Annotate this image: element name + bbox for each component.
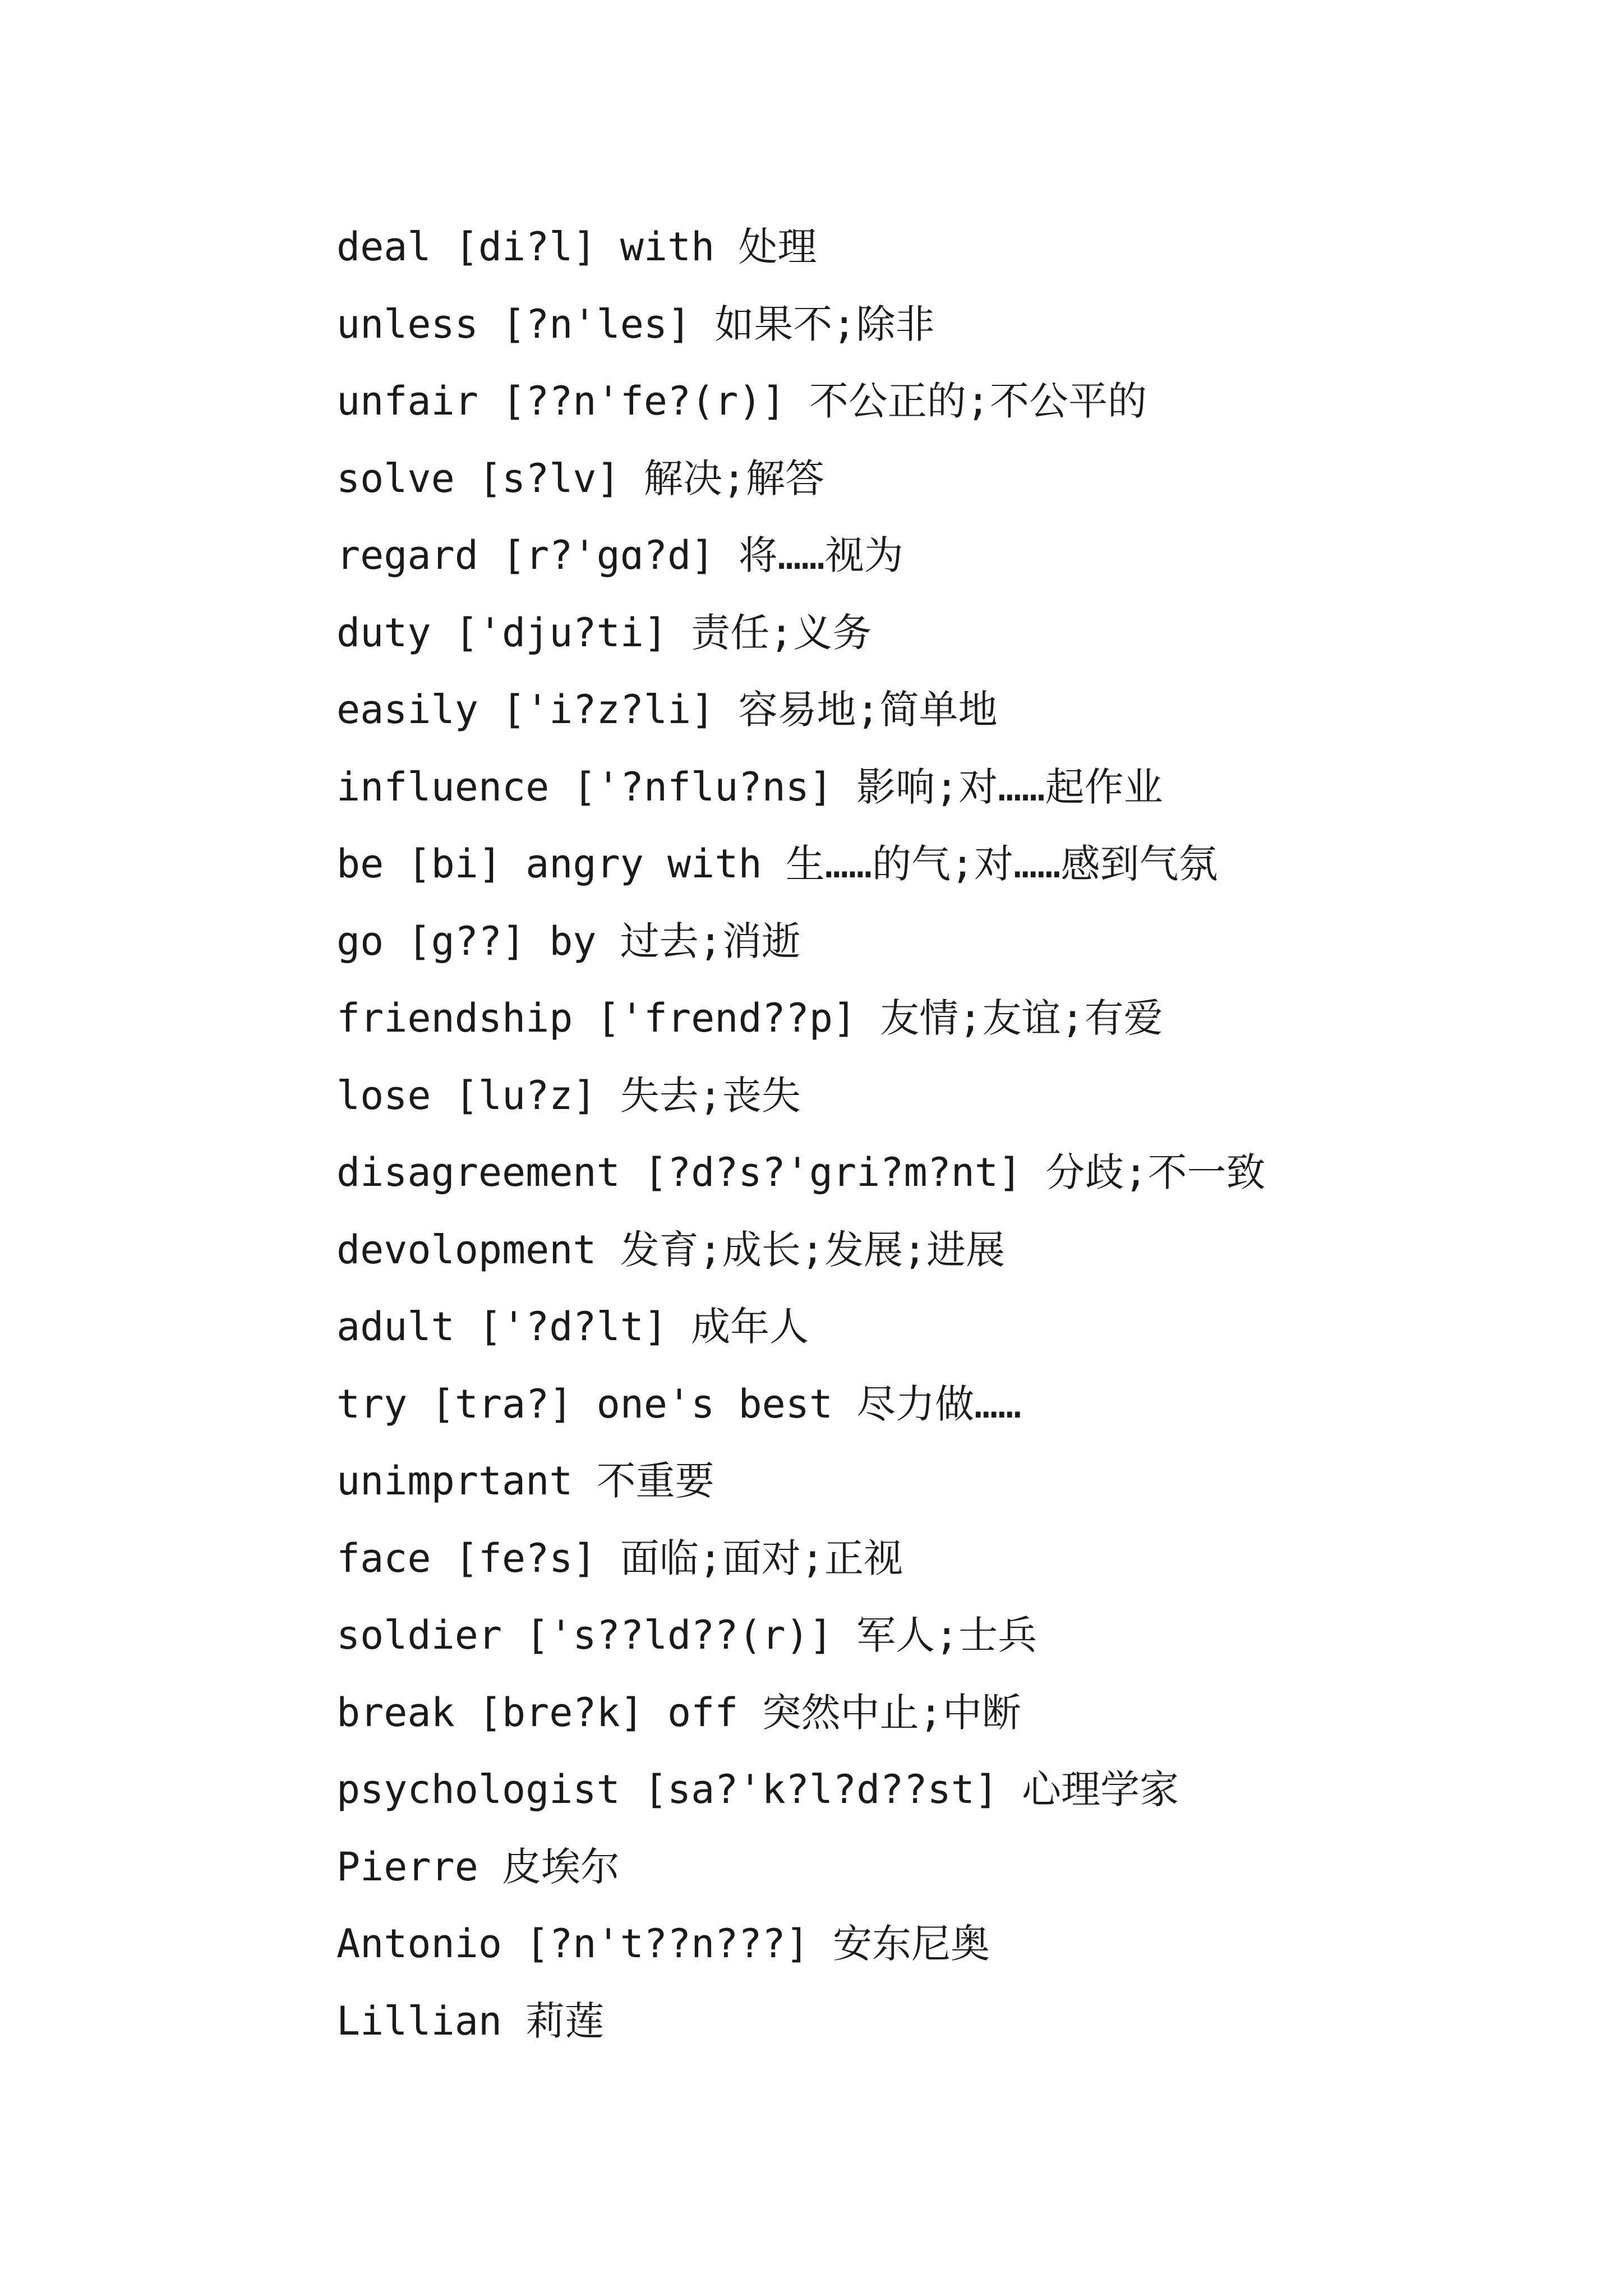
vocab-entry: solve [s?lv] 解决;解答 [336, 455, 825, 501]
vocab-entry: Antonio [?n't??n???] 安东尼奥 [336, 1921, 990, 1967]
vocab-entry: lose [lu?z] 失去;丧失 [336, 1072, 801, 1119]
vocab-entry: soldier ['s??ld??(r)] 军人;士兵 [336, 1612, 1038, 1658]
vocab-entry: friendship ['frend??p] 友情;友谊;有爱 [336, 995, 1163, 1041]
vocab-entry: duty ['dju?ti] 责任;义务 [336, 609, 872, 656]
vocab-entry: regard [r?'gɑ?d] 将……视为 [336, 532, 903, 578]
vocab-entry: unless [?n'les] 如果不;除非 [336, 301, 935, 347]
vocab-entry: Lillian 莉莲 [336, 1998, 605, 2044]
vocab-entry: influence ['?nflu?ns] 影响;对……起作业 [336, 763, 1163, 810]
vocab-entry: break [bre?k] off 突然中止;中断 [336, 1689, 1021, 1736]
vocab-entry: Pierre 皮埃尔 [336, 1843, 620, 1890]
vocab-entry: face [fe?s] 面临;面对;正视 [336, 1535, 903, 1581]
vocab-entry: adult ['?d?lt] 成年人 [336, 1304, 809, 1350]
vocabulary-list [336, 209, 1514, 2060]
vocab-entry: deal [di?l] with 处理 [336, 224, 817, 270]
vocab-entry: easily ['i?z?li] 容易地;简单地 [336, 687, 998, 733]
vocab-entry: disagreement [?d?s?'gri?m?nt] 分歧;不一致 [336, 1149, 1266, 1195]
vocab-entry: be [bi] angry with 生……的气;对……感到气氛 [336, 841, 1218, 887]
vocab-entry: unimprtant 不重要 [336, 1458, 714, 1504]
vocab-entry: unfair [??n'fe?(r)] 不公正的;不公平的 [336, 378, 1147, 424]
vocab-entry: go [g??] by 过去;消逝 [336, 918, 801, 964]
vocab-entry: psychologist [sa?'k?l?d??st] 心理学家 [336, 1766, 1179, 1812]
vocab-entry: devolopment 发育;成长;发展;进展 [336, 1226, 1006, 1273]
vocab-entry: try [tra?] one's best 尽力做…… [336, 1381, 1022, 1427]
